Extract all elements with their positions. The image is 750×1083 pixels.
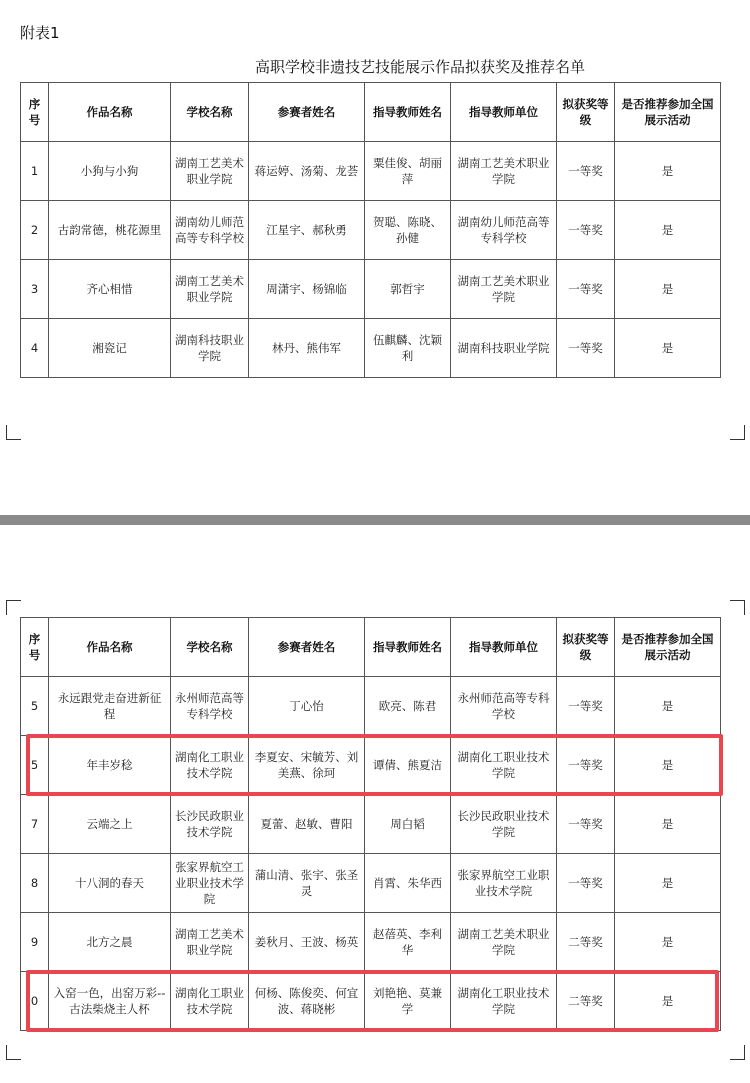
- cell-teacher-unit: 长沙民政职业技术学院: [451, 795, 557, 854]
- cell-participants: 丁心怡: [249, 677, 365, 736]
- table-row: [21, 319, 721, 378]
- header-school: 学校名称: [171, 618, 249, 677]
- cell-teacher-unit: 湖南科技职业学院: [451, 319, 557, 378]
- cell-no: 1: [21, 142, 49, 201]
- table-row: [21, 913, 721, 972]
- header-teacher-unit: 指导教师单位: [451, 83, 557, 142]
- cell-work: 齐心相惜: [49, 260, 171, 319]
- cell-teacher-unit: 张家界航空工业职业技术学院: [451, 854, 557, 913]
- cell-no: 5: [21, 677, 49, 736]
- cell-school: 永州师范高等专科学校: [171, 677, 249, 736]
- cell-work: 永远跟党走奋进新征程: [49, 677, 171, 736]
- cell-participants: 江星宇、郝秋勇: [249, 201, 365, 260]
- cell-recommend: 是: [615, 795, 721, 854]
- table-header-row: [21, 618, 721, 677]
- page-corner-mark: [730, 1045, 745, 1060]
- cell-teachers: 欧亮、陈君: [365, 677, 451, 736]
- cell-recommend: 是: [615, 736, 721, 795]
- cell-no: 3: [21, 260, 49, 319]
- cell-teachers: 周白韬: [365, 795, 451, 854]
- header-no: 序号: [21, 618, 49, 677]
- cell-school: 湖南化工职业技术学院: [171, 972, 249, 1031]
- header-award: 拟获奖等级: [557, 618, 615, 677]
- page-corner-mark: [730, 425, 745, 440]
- cell-recommend: 是: [615, 677, 721, 736]
- cell-work: 北方之晨: [49, 913, 171, 972]
- cell-participants: 何杨、陈俊奕、何宜波、蒋晓彬: [249, 972, 365, 1031]
- table-row: [21, 854, 721, 913]
- table-header-row: [21, 83, 721, 142]
- cell-recommend: 是: [615, 972, 721, 1031]
- document-page-2: [0, 525, 750, 1083]
- cell-work: 年丰岁稔: [49, 736, 171, 795]
- cell-school: 湖南化工职业技术学院: [171, 736, 249, 795]
- cell-teacher-unit: 湖南工艺美术职业学院: [451, 260, 557, 319]
- page-separator: [0, 515, 750, 525]
- cell-recommend: 是: [615, 913, 721, 972]
- cell-recommend: 是: [615, 201, 721, 260]
- cell-school: 长沙民政职业技术学院: [171, 795, 249, 854]
- table-row: [21, 201, 721, 260]
- cell-teachers: 贺聪、陈晓、孙健: [365, 201, 451, 260]
- cell-participants: 姜秋月、王波、杨英: [249, 913, 365, 972]
- header-teacher-unit: 指导教师单位: [451, 618, 557, 677]
- table-row: [21, 260, 721, 319]
- cell-teacher-unit: 湖南工艺美术职业学院: [451, 913, 557, 972]
- table-row: [21, 795, 721, 854]
- cell-award: 二等奖: [557, 972, 615, 1031]
- cell-no: 2: [21, 201, 49, 260]
- attachment-label: 附表1: [20, 24, 60, 42]
- table-row: [21, 677, 721, 736]
- cell-school: 湖南科技职业学院: [171, 319, 249, 378]
- cell-award: 一等奖: [557, 142, 615, 201]
- header-award: 拟获奖等级: [557, 83, 615, 142]
- cell-recommend: 是: [615, 142, 721, 201]
- cell-teachers: 刘艳艳、莫兼学: [365, 972, 451, 1031]
- cell-school: 湖南工艺美术职业学院: [171, 142, 249, 201]
- cell-school: 湖南工艺美术职业学院: [171, 913, 249, 972]
- cell-teacher-unit: 湖南化工职业技术学院: [451, 736, 557, 795]
- header-participants: 参赛者姓名: [249, 618, 365, 677]
- cell-teacher-unit: 湖南工艺美术职业学院: [451, 142, 557, 201]
- cell-no: 9: [21, 913, 49, 972]
- cell-teacher-unit: 永州师范高等专科学校: [451, 677, 557, 736]
- cell-award: 一等奖: [557, 795, 615, 854]
- cell-participants: 周潇宇、杨锦临: [249, 260, 365, 319]
- cell-participants: 蒋运婷、汤菊、龙荟: [249, 142, 365, 201]
- cell-no: 0: [21, 972, 49, 1031]
- table-row: [21, 972, 721, 1031]
- header-work: 作品名称: [49, 83, 171, 142]
- cell-award: 一等奖: [557, 854, 615, 913]
- cell-teacher-unit: 湖南幼儿师范高等专科学校: [451, 201, 557, 260]
- header-no: 序号: [21, 83, 49, 142]
- cell-work: 小狗与小狗: [49, 142, 171, 201]
- cell-recommend: 是: [615, 319, 721, 378]
- header-work: 作品名称: [49, 618, 171, 677]
- cell-school: 张家界航空工业职业技术学院: [171, 854, 249, 913]
- cell-recommend: 是: [615, 260, 721, 319]
- document-page-1: [0, 0, 750, 515]
- cell-school: 湖南工艺美术职业学院: [171, 260, 249, 319]
- cell-participants: 李夏安、宋毓芳、刘美燕、徐珂: [249, 736, 365, 795]
- header-recommend: 是否推荐参加全国展示活动: [615, 83, 721, 142]
- header-teachers: 指导教师姓名: [365, 618, 451, 677]
- cell-award: 一等奖: [557, 677, 615, 736]
- cell-no: 7: [21, 795, 49, 854]
- cell-teachers: 肖霄、朱华西: [365, 854, 451, 913]
- cell-work: 入窑一色，出窑万彩--古法柴烧主人杯: [49, 972, 171, 1031]
- cell-teachers: 谭倩、熊夏洁: [365, 736, 451, 795]
- cell-no: 4: [21, 319, 49, 378]
- cell-teachers: 伍麒麟、沈颖利: [365, 319, 451, 378]
- cell-no: 5: [21, 736, 49, 795]
- cell-teachers: 赵蓓英、李利华: [365, 913, 451, 972]
- cell-award: 一等奖: [557, 260, 615, 319]
- page-corner-mark: [6, 600, 21, 615]
- header-recommend: 是否推荐参加全国展示活动: [615, 618, 721, 677]
- header-school: 学校名称: [171, 83, 249, 142]
- document-title: 高职学校非遗技艺技能展示作品拟获奖及推荐名单: [254, 58, 585, 76]
- cell-recommend: 是: [615, 854, 721, 913]
- cell-award: 一等奖: [557, 736, 615, 795]
- cell-award: 一等奖: [557, 201, 615, 260]
- header-participants: 参赛者姓名: [249, 83, 365, 142]
- cell-work: 十八洞的春天: [49, 854, 171, 913]
- page-corner-mark: [6, 425, 21, 440]
- cell-award: 二等奖: [557, 913, 615, 972]
- cell-teacher-unit: 湖南化工职业技术学院: [451, 972, 557, 1031]
- page-corner-mark: [730, 600, 745, 615]
- header-teachers: 指导教师姓名: [365, 83, 451, 142]
- award-table-page-2: [20, 617, 721, 1031]
- cell-work: 湘瓷记: [49, 319, 171, 378]
- cell-work: 古韵常德，桃花源里: [49, 201, 171, 260]
- table-row: [21, 736, 721, 795]
- table-row: [21, 142, 721, 201]
- cell-teachers: 粟佳俊、胡丽萍: [365, 142, 451, 201]
- cell-teachers: 郭哲宇: [365, 260, 451, 319]
- award-table-page-1: [20, 82, 721, 378]
- cell-award: 一等奖: [557, 319, 615, 378]
- cell-participants: 蒲山清、张宇、张圣灵: [249, 854, 365, 913]
- cell-participants: 夏蕾、赵敏、曹阳: [249, 795, 365, 854]
- cell-no: 8: [21, 854, 49, 913]
- cell-work: 云端之上: [49, 795, 171, 854]
- cell-school: 湖南幼儿师范高等专科学校: [171, 201, 249, 260]
- page-corner-mark: [6, 1045, 21, 1060]
- cell-participants: 林丹、熊伟军: [249, 319, 365, 378]
